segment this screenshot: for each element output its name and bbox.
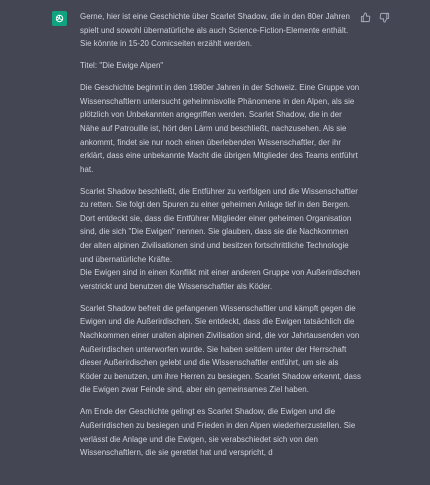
thumbs-down-button[interactable]	[379, 12, 390, 23]
openai-logo-icon	[54, 13, 65, 24]
title-paragraph: Titel: "Die Ewige Alpen"	[80, 61, 164, 71]
story-paragraph: Am Ende der Geschichte gelingt es Scarlet Shadow, die Ewigen und die Außerirdischen zu besiegen und Frieden in den Alpen wiederherzustellen. Sie verlässt die Anlage und die Ewigen, sie verabschiedet sich von den Wissenschaftlern, die sie gerettet hat und verspricht, d	[80, 407, 356, 458]
thumbs-down-icon	[379, 12, 390, 23]
story-paragraph: Die Geschichte beginnt in den 1980er Jahren in der Schweiz. Eine Gruppe von Wissenschaftlern untersucht geheimnisvolle Phänomene in den Alpen, als sie plötzlich von Unbekannten angegriffen werden. Scarlet Shadow, die in der Nähe auf Patrouille ist, hört den Lärm und beschließt, nachzusehen. Als sie ankommt, findet sie nur noch einen überlebenden Wissenschaftler, der ihr erklärt, dass eine unbekannte Macht die übrigen Mitglieder des Teams entführt hat.	[80, 83, 360, 174]
message-actions	[360, 12, 390, 23]
intro-paragraph: Gerne, hier ist eine Geschichte über Scarlet Shadow, die in den 80er Jahren spielt und sowohl übernatürliche als auch Science-Fiction-Elemente enthält. Sie könnte in 15-20 Comicseiten erzählt werden.	[80, 12, 350, 49]
story-paragraph: Scarlet Shadow befreit die gefangenen Wissenschaftler und kämpft gegen die Ewigen und die Außerirdischen. Sie entdeckt, dass die Ewigen tatsächlich die Nachkommen einer uralten alpinen Zivilisation sind, die vor Jahrtausenden von Außerirdischen unterworfen wurde. Sie haben seitdem unter der Herrschaft dieser Außerirdischen gelebt und die Wissenschaftler entführt, um sie als Köder zu benutzen, um ihre Herren zu besiegen. Scarlet Shadow erkennt, dass die Ewigen zwar Feinde sind, aber ein gemeinsames Ziel haben.	[80, 303, 361, 395]
assistant-avatar	[52, 11, 67, 26]
message-content	[80, 10, 362, 460]
story-paragraph: Scarlet Shadow beschließt, die Entführer zu verfolgen und die Wissenschaftler zu retten. Sie folgt den Spuren zu einer geheimen Anlage tief in den Bergen. Dort entdeckt sie, dass die Entführer Mitglieder einer geheimen Organisation sind, die sich "Die Ewigen" nennen. Sie glauben, dass sie die Nachkommen der alten alpinen Zivilisationen sind und besitzen fortschrittliche Technologie und übernatürliche Kräfte. Die Ewigen sind in einen Konflikt mit einer anderen Gruppe von Außerirdischen verstrickt und benutzen die Wissenschaftler als Köder.	[80, 186, 361, 291]
